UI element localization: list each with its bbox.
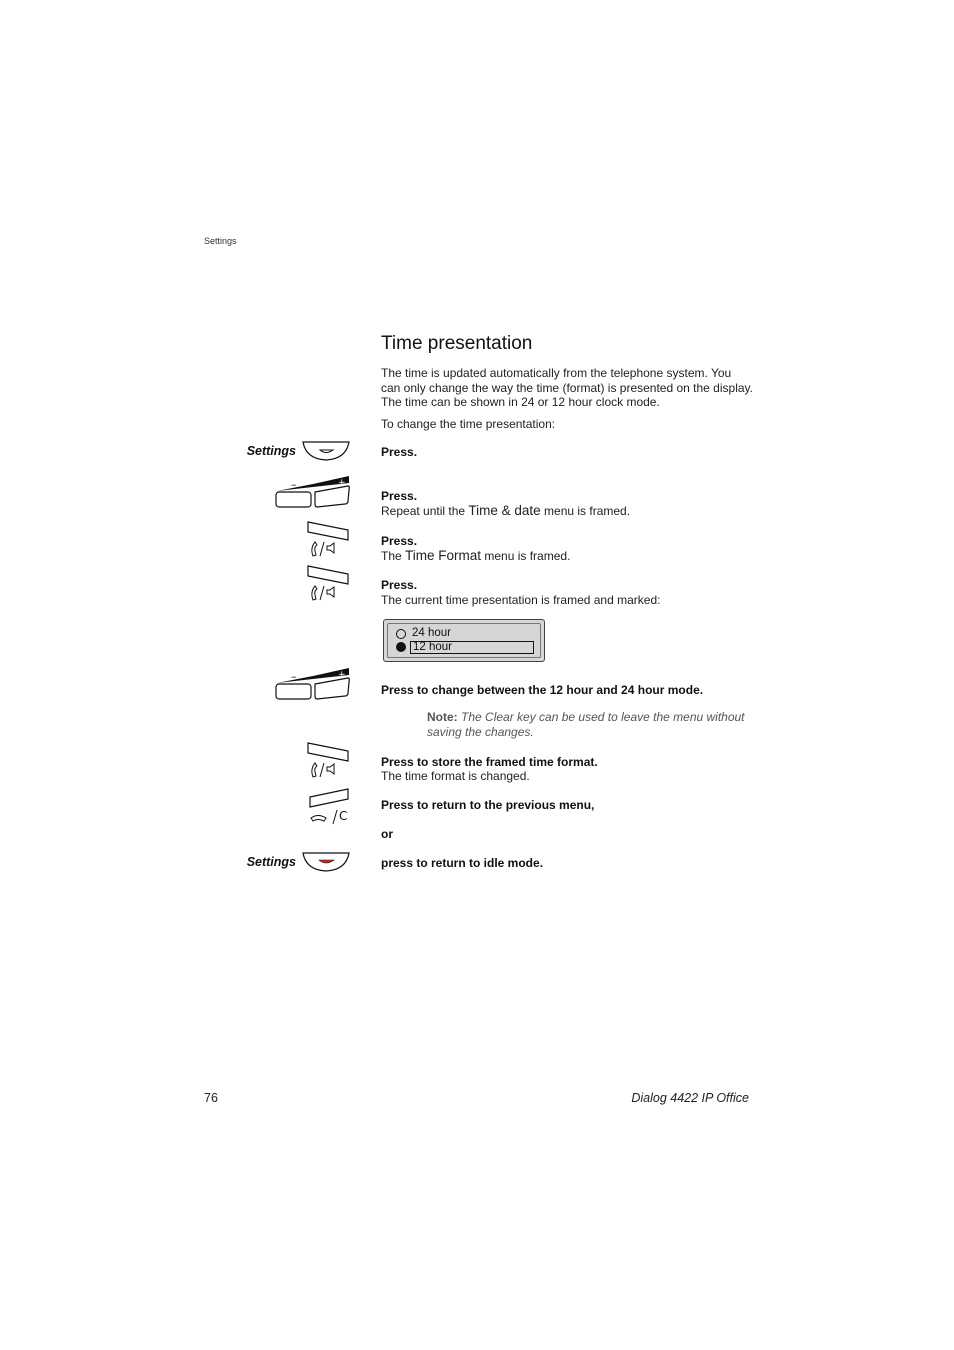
- option-24-hour: 24 hour: [412, 627, 452, 639]
- note-label: Note:: [427, 710, 458, 724]
- settings-key-label: Settings: [246, 444, 296, 458]
- settings-key-label: Settings: [246, 855, 296, 869]
- plus-glyph: +: [338, 670, 346, 680]
- step-3-detail: The Time Format menu is framed.: [381, 548, 571, 563]
- note-text: The Clear key can be used to leave the menu without saving the changes.: [427, 710, 745, 739]
- step-8-action: press to return to idle mode.: [381, 856, 544, 870]
- step-5-action: Press to change between the 12 hour and 24 hour mode.: [381, 683, 704, 697]
- phone-display: [383, 619, 545, 662]
- page-title: Time presentation: [381, 333, 533, 354]
- settings-key-icon[interactable]: [302, 441, 350, 461]
- option-12-hour: 12 hour: [413, 641, 453, 653]
- plus-glyph: +: [338, 478, 346, 488]
- clear-glyph: C: [339, 809, 348, 823]
- note: [427, 710, 757, 740]
- step-2-action: Press.: [381, 489, 418, 503]
- step-or: or: [381, 827, 393, 841]
- time-date-menu-name: Time & date: [468, 503, 541, 518]
- product-name: Dialog 4422 IP Office: [631, 1091, 749, 1105]
- clear-key-icon[interactable]: [308, 787, 352, 825]
- step-4-action: Press.: [381, 578, 418, 592]
- intro-instruction: To change the time presentation:: [381, 417, 556, 431]
- step-3-action: Press.: [381, 534, 418, 548]
- intro-paragraph: The time is updated automatically from the telephone system. You can only change the way the time (format) is presented on the display. The time can be shown in 24 or 12 hour clock mode.: [381, 366, 753, 409]
- volume-key-icon[interactable]: [275, 474, 351, 510]
- step-2-detail: Repeat until the Time & date menu is framed.: [381, 503, 631, 518]
- time-format-menu-name: Time Format: [405, 548, 482, 563]
- radio-unselected-icon: [396, 629, 406, 639]
- display-screen: [387, 623, 541, 658]
- handsfree-key-icon[interactable]: [306, 564, 350, 602]
- step-7-action: Press to return to the previous menu,: [381, 798, 595, 812]
- step-4-detail: The current time presentation is framed and marked:: [381, 593, 661, 607]
- step-1-action: Press.: [381, 445, 418, 459]
- running-header: Settings: [204, 236, 237, 246]
- step-6-detail: The time format is changed.: [381, 769, 530, 783]
- radio-selected-icon: [396, 642, 406, 652]
- handsfree-key-icon[interactable]: [306, 741, 350, 779]
- page-number: 76: [204, 1091, 218, 1105]
- handsfree-key-icon[interactable]: [306, 520, 350, 558]
- settings-key-red-icon[interactable]: [302, 852, 350, 872]
- minus-glyph: –: [291, 478, 297, 491]
- volume-key-icon[interactable]: [275, 666, 351, 702]
- step-6-action: Press to store the framed time format.: [381, 755, 598, 769]
- minus-glyph: –: [291, 670, 297, 683]
